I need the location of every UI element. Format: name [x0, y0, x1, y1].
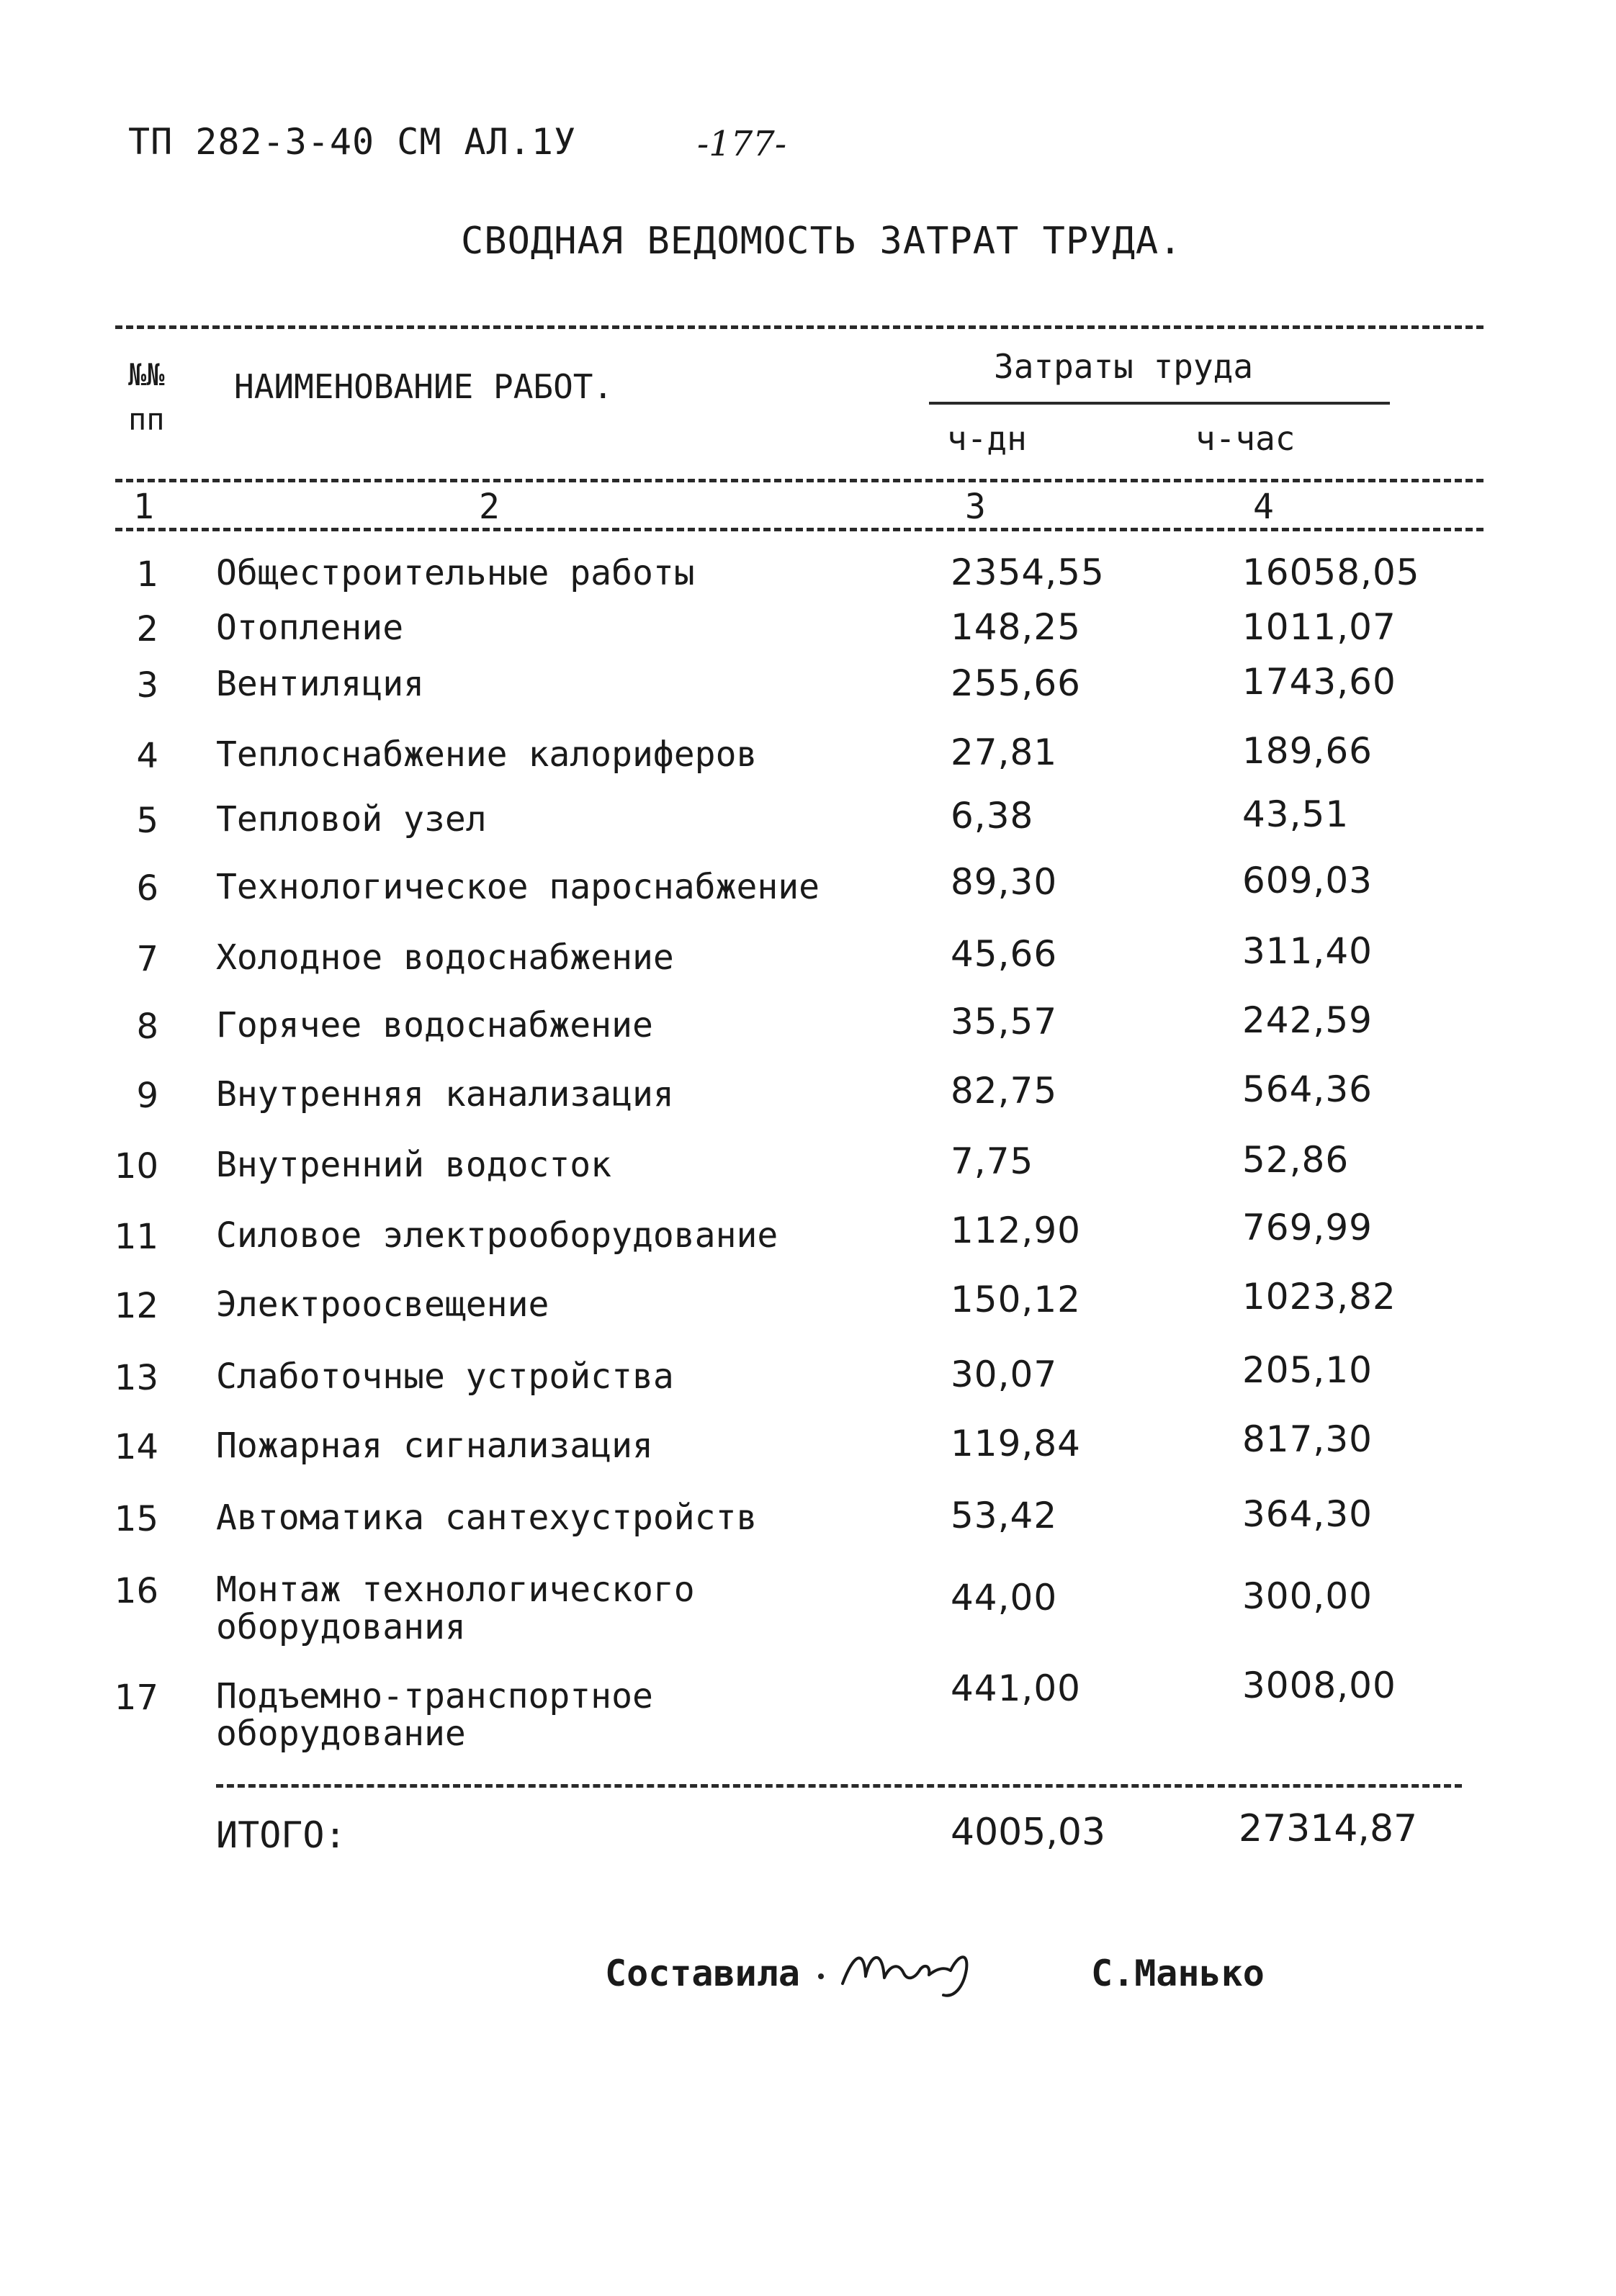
row-man-hours: 16058,05 — [1242, 552, 1420, 593]
total-separator — [216, 1784, 1462, 1788]
row-man-days: 119,84 — [951, 1423, 1081, 1464]
row-work-name: Тепловой узел — [216, 799, 487, 839]
row-number: 5 — [136, 801, 158, 841]
row-number: 10 — [114, 1146, 158, 1187]
row-number: 7 — [136, 939, 158, 979]
row-man-days: 30,07 — [951, 1354, 1058, 1395]
page-number: -177- — [697, 124, 787, 164]
row-man-days: 45,66 — [951, 933, 1058, 975]
column-number-1: 1 — [133, 487, 154, 527]
row-number: 6 — [136, 868, 158, 909]
column-header-man-hours: ч-час — [1195, 419, 1296, 458]
row-man-hours: 242,59 — [1242, 999, 1373, 1041]
document-code: ТП 282-3-40 СМ АЛ.1У — [128, 121, 577, 163]
row-man-hours: 43,51 — [1242, 793, 1350, 835]
row-number: 15 — [114, 1499, 158, 1539]
row-man-hours: 364,30 — [1242, 1493, 1373, 1535]
row-man-days: 112,90 — [951, 1210, 1081, 1251]
total-label: ИТОГО: — [216, 1814, 346, 1856]
row-number: 17 — [114, 1678, 158, 1718]
row-man-days: 255,66 — [951, 662, 1081, 704]
row-work-name: Автоматика сантехустройств — [216, 1498, 758, 1538]
row-work-name: Пожарная сигнализация — [216, 1426, 653, 1466]
row-work-name: Внутренний водосток — [216, 1145, 612, 1185]
row-work-name: Силовое электрооборудование — [216, 1215, 778, 1256]
row-work-name: Внутренняя канализация — [216, 1074, 674, 1115]
column-number-4: 4 — [1253, 487, 1274, 527]
row-man-hours: 3008,00 — [1242, 1665, 1396, 1706]
row-man-hours: 817,30 — [1242, 1418, 1373, 1460]
row-number: 8 — [136, 1007, 158, 1047]
compiled-by-label: Составила — [605, 1953, 800, 1994]
row-man-hours: 311,40 — [1242, 930, 1373, 972]
row-man-days: 2354,55 — [951, 552, 1105, 593]
row-man-days: 44,00 — [951, 1577, 1058, 1619]
total-man-hours: 27314,87 — [1239, 1807, 1418, 1850]
table-top-border — [115, 325, 1483, 329]
page-title: СВОДНАЯ ВЕДОМОСТЬ ЗАТРАТ ТРУДА. — [461, 220, 1182, 263]
row-man-hours: 769,99 — [1242, 1207, 1373, 1248]
column-header-man-days: ч-дн — [947, 419, 1027, 458]
row-man-days: 89,30 — [951, 861, 1058, 903]
row-man-days: 82,75 — [951, 1070, 1058, 1112]
row-man-hours: 300,00 — [1242, 1575, 1373, 1617]
row-number: 9 — [136, 1076, 158, 1116]
row-number: 16 — [114, 1571, 158, 1611]
row-work-name: Теплоснабжение калориферов — [216, 734, 758, 775]
row-work-name: Монтаж технологического оборудования — [216, 1570, 695, 1647]
row-man-days: 148,25 — [951, 606, 1081, 648]
row-man-days: 27,81 — [951, 731, 1058, 773]
row-man-hours: 205,10 — [1242, 1349, 1373, 1391]
column-numbers-bottom-border — [115, 528, 1483, 531]
row-man-days: 150,12 — [951, 1279, 1081, 1320]
row-man-hours: 52,86 — [1242, 1139, 1350, 1181]
row-number: 2 — [136, 609, 158, 649]
row-number: 4 — [136, 736, 158, 776]
row-work-name: Подъемно-транспортное оборудование — [216, 1676, 653, 1754]
column-header-name: НАИМЕНОВАНИЕ РАБОТ. — [234, 367, 614, 406]
row-work-name: Электроосвещение — [216, 1284, 549, 1325]
row-number: 14 — [114, 1427, 158, 1467]
row-man-hours: 1743,60 — [1242, 661, 1396, 703]
group-header-underline — [929, 402, 1390, 405]
column-header-number: №№ пп — [128, 357, 165, 437]
handwritten-signature — [814, 1926, 994, 2005]
column-number-3: 3 — [965, 487, 986, 527]
row-man-hours: 189,66 — [1242, 730, 1373, 772]
compiler-name: С.Манько — [1091, 1953, 1265, 1994]
row-man-days: 35,57 — [951, 1001, 1058, 1043]
row-work-name: Слаботочные устройства — [216, 1356, 674, 1397]
row-man-hours: 609,03 — [1242, 860, 1373, 901]
row-man-hours: 564,36 — [1242, 1068, 1373, 1110]
row-work-name: Холодное водоснабжение — [216, 937, 674, 978]
row-work-name: Технологическое пароснабжение — [216, 867, 820, 907]
row-work-name: Общестроительные работы — [216, 553, 695, 593]
row-work-name: Вентиляция — [216, 664, 424, 704]
row-number: 11 — [114, 1217, 158, 1257]
row-man-days: 7,75 — [951, 1140, 1034, 1182]
row-number: 3 — [136, 665, 158, 706]
row-man-days: 53,42 — [951, 1495, 1058, 1536]
column-group-header-labor: Затраты труда — [994, 347, 1254, 386]
row-number: 12 — [114, 1286, 158, 1326]
row-work-name: Горячее водоснабжение — [216, 1005, 653, 1045]
column-number-2: 2 — [479, 487, 500, 527]
row-man-days: 6,38 — [951, 795, 1034, 837]
row-work-name: Отопление — [216, 608, 404, 648]
row-man-hours: 1011,07 — [1242, 606, 1396, 648]
row-man-days: 441,00 — [951, 1667, 1081, 1709]
total-man-days: 4005,03 — [951, 1811, 1106, 1854]
row-man-hours: 1023,82 — [1242, 1276, 1396, 1318]
row-number: 13 — [114, 1358, 158, 1398]
header-bottom-border — [115, 479, 1483, 482]
row-number: 1 — [136, 554, 158, 595]
